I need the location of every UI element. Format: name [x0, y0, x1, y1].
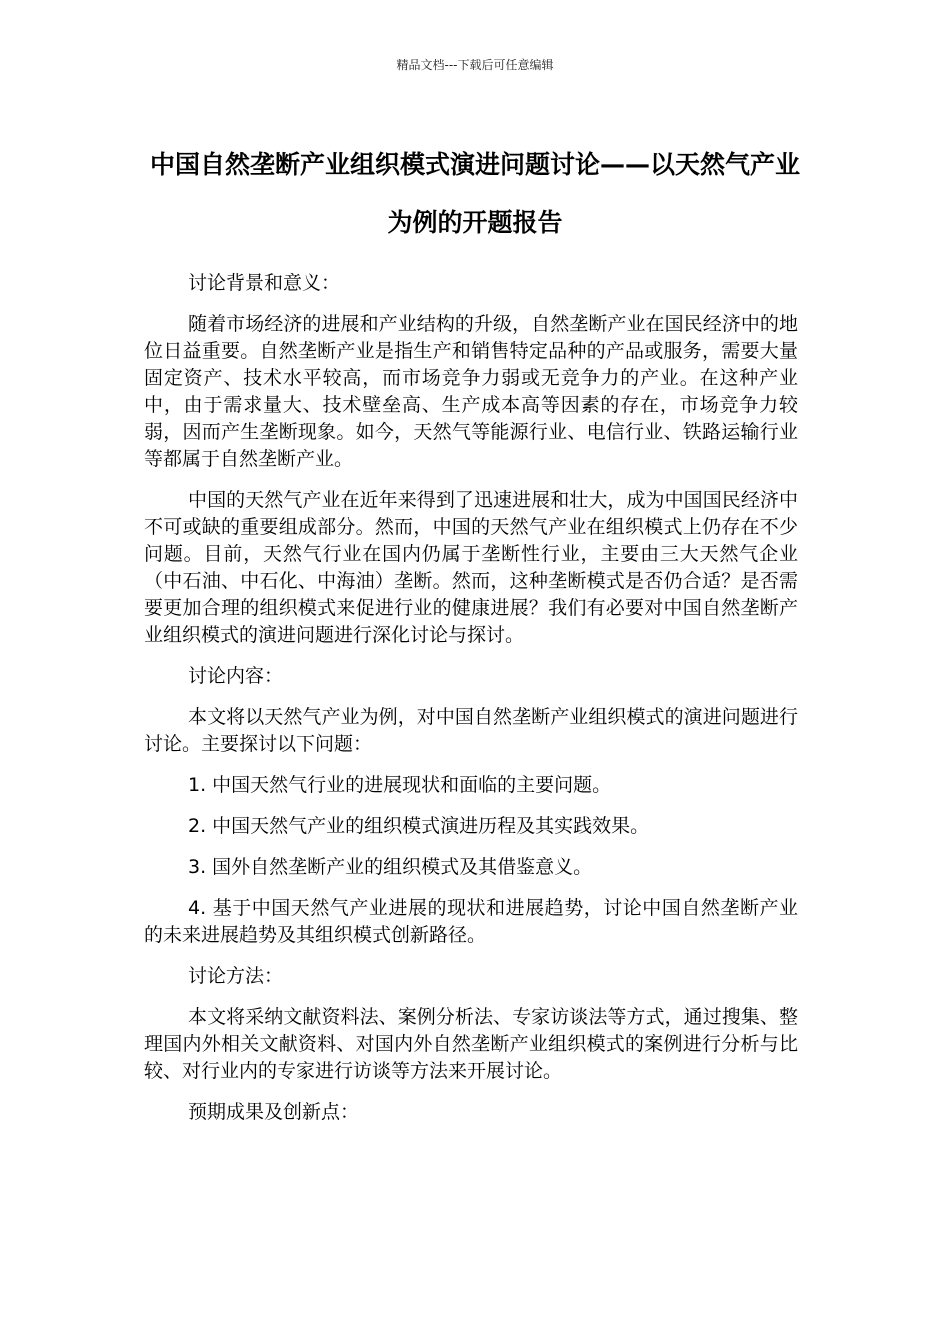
document-title: 中国自然垄断产业组织模式演进问题讨论——以天然气产业为例的开题报告	[149, 150, 800, 237]
document-body	[144, 270, 798, 1140]
section-heading-background: 讨论背景和意义：	[188, 272, 341, 294]
list-item: 1. 中国天然气行业的进展现状和面临的主要问题。	[188, 774, 612, 796]
section-heading-content: 讨论内容：	[188, 665, 284, 687]
paragraph: 本文将采纳文献资料法、案例分析法、专家访谈法等方式，通过搜集、整理国内外相关文献资料、对国内外自然垄断产业组织模式的案例进行分析与比较、对行业内的专家进行访谈等方法来开展讨论。	[144, 1006, 798, 1082]
list-item: 4. 基于中国天然气产业进展的现状和进展趋势，讨论中国自然垄断产业的未来进展趋势及其组织模式创新路径。	[144, 897, 798, 946]
paragraph: 随着市场经济的进展和产业结构的升级，自然垄断产业在国民经济中的地位日益重要。自然垄断产业是指生产和销售特定品种的产品或服务，需要大量固定资产、技术水平较高，而市场竞争力弱或无竞争力的产业。在这种产业中，由于需求量大、技术壁垒高、生产成本高等因素的存在，市场竞争力较弱，因而产生垄断现象。如今，天然气等能源行业、电信行业、铁路运输行业等都属于自然垄断产业。	[144, 313, 798, 470]
paragraph: 本文将以天然气产业为例，对中国自然垄断产业组织模式的演进问题进行讨论。主要探讨以下问题：	[144, 706, 798, 755]
paragraph: 中国的天然气产业在近年来得到了迅速进展和壮大，成为中国国民经济中不可或缺的重要组成部分。然而，中国的天然气产业在组织模式上仍存在不少问题。目前，天然气行业在国内仍属于垄断性行业，主要由三大天然气企业（中石油、中石化、中海油）垄断。然而，这种垄断模式是否仍合适？是否需要更加合理的组织模式来促进行业的健康进展？我们有必要对中国自然垄断产业组织模式的演进问题进行深化讨论与探讨。	[144, 489, 798, 646]
section-heading-method: 讨论方法：	[188, 965, 284, 987]
list-item: 3. 国外自然垄断产业的组织模式及其借鉴意义。	[188, 856, 593, 878]
page-header: 精品文档---下载后可任意编辑	[396, 58, 554, 72]
section-heading-results: 预期成果及创新点：	[188, 1101, 360, 1123]
list-item: 2. 中国天然气产业的组织模式演进历程及其实践效果。	[188, 815, 650, 837]
